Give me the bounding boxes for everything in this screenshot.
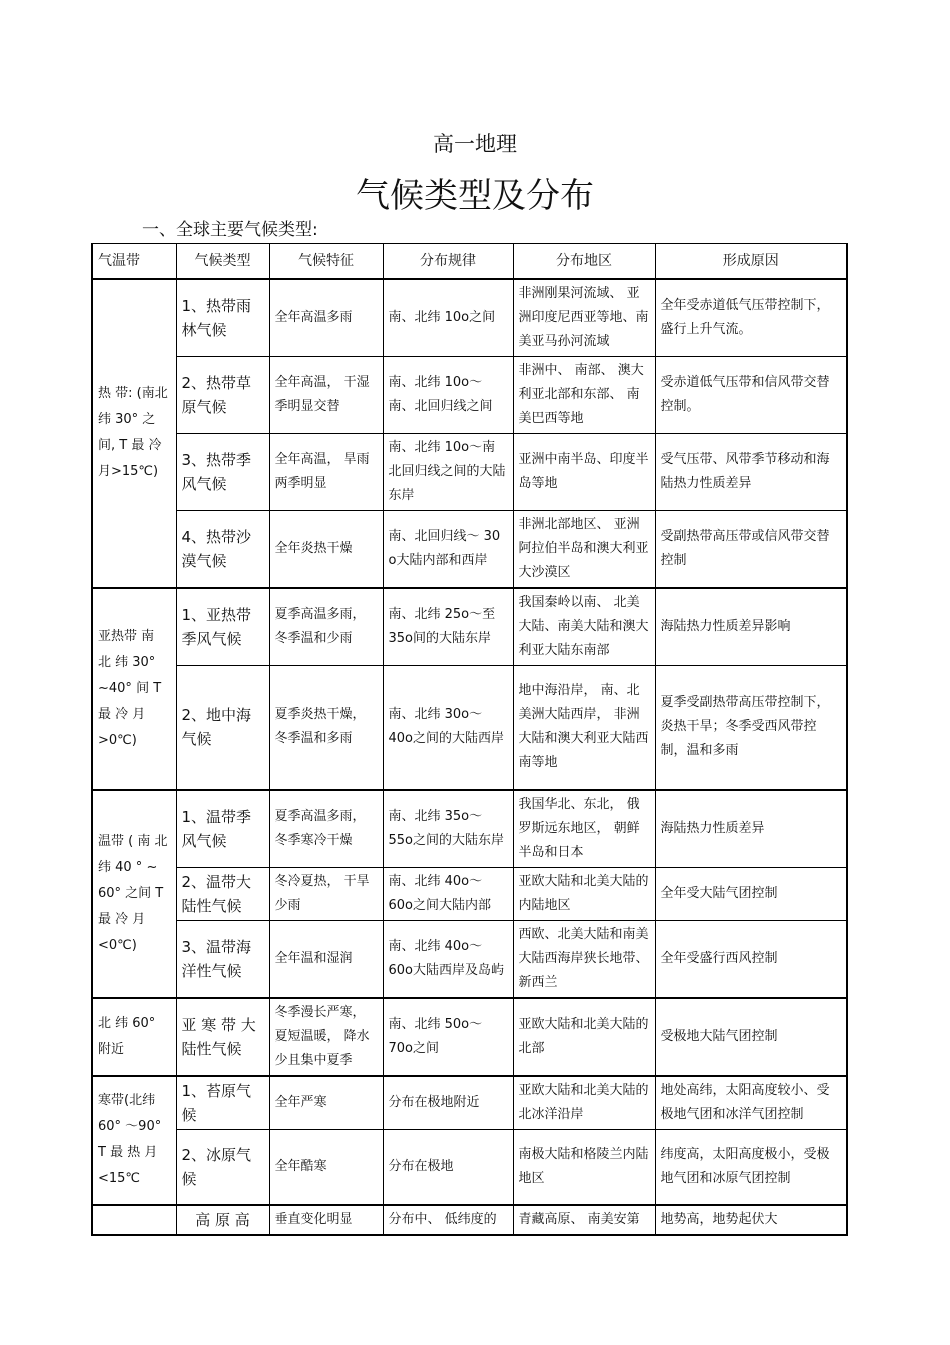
- climate-type-cell: 2、地中海气候: [176, 665, 269, 790]
- climate-type-cell: 1、苔原气候: [176, 1076, 269, 1130]
- feature-cell: 冬冷夏热， 干旱少雨: [269, 868, 383, 921]
- table-row: [92, 868, 847, 921]
- region-cell: 青藏高原、 南美安第: [513, 1205, 655, 1235]
- cause-cell: 受极地大陆气团控制: [655, 998, 847, 1076]
- climate-type-cell: 高 原 高: [176, 1205, 269, 1235]
- zone-cell: 北 纬 60° 附近: [92, 998, 176, 1076]
- region-cell: 南极大陆和格陵兰内陆地区: [513, 1130, 655, 1205]
- region-cell: 西欧、北美大陆和南美大陆西海岸狭长地带、新西兰: [513, 921, 655, 999]
- column-header: 分布规律: [383, 244, 513, 279]
- feature-cell: 全年严寒: [269, 1076, 383, 1130]
- rule-cell: 南、北纬 40o～ 60o之间大陆内部: [383, 868, 513, 921]
- rule-cell: 分布在极地: [383, 1130, 513, 1205]
- table-row: [92, 665, 847, 790]
- climate-type-cell: 1、温带季风气候: [176, 790, 269, 868]
- climate-type-cell: 2、热带草原气候: [176, 356, 269, 433]
- climate-type-cell: 3、热带季风气候: [176, 433, 269, 510]
- region-cell: 亚欧大陆和北美大陆的北冰洋沿岸: [513, 1076, 655, 1130]
- feature-cell: 全年高温， 干湿季明显交替: [269, 356, 383, 433]
- region-cell: 非洲刚果河流域、 亚洲印度尼西亚等地、南美亚马孙河流域: [513, 279, 655, 357]
- zone-cell: 亚热带 南 北 纬 30° ~40° 间 T 最 冷 月>0℃): [92, 588, 176, 791]
- feature-cell: 冬季漫长严寒，夏短温暖， 降水少且集中夏季: [269, 998, 383, 1076]
- column-header: 分布地区: [513, 244, 655, 279]
- table-row: [92, 510, 847, 588]
- table-row: [92, 1205, 847, 1235]
- cause-cell: 纬度高，太阳高度极小，受极地气团和冰原气团控制: [655, 1130, 847, 1205]
- climate-type-cell: 2、温带大陆性气候: [176, 868, 269, 921]
- climate-type-cell: 2、冰原气候: [176, 1130, 269, 1205]
- region-cell: 我国华北、东北， 俄罗斯远东地区， 朝鲜半岛和日本: [513, 790, 655, 868]
- region-cell: 地中海沿岸， 南、北美洲大陆西岸， 非洲大陆和澳大利亚大陆西南等地: [513, 665, 655, 790]
- region-cell: 非洲北部地区、 亚洲阿拉伯半岛和澳大利亚大沙漠区: [513, 510, 655, 588]
- feature-cell: 垂直变化明显: [269, 1205, 383, 1235]
- zone-cell: 温带 ( 南 北 纬 40 ° ~ 60° 之间 T 最 冷 月 <0℃): [92, 790, 176, 998]
- column-header: 气候类型: [176, 244, 269, 279]
- rule-cell: 南、北纬 10o之间: [383, 279, 513, 357]
- table-row: [92, 998, 847, 1076]
- cause-cell: 受气压带、风带季节移动和海陆热力性质差异: [655, 433, 847, 510]
- rule-cell: 南、北纬 40o～ 60o大陆西岸及岛屿: [383, 921, 513, 999]
- cause-cell: 受副热带高压带或信风带交替控制: [655, 510, 847, 588]
- table-header-row: [92, 244, 847, 279]
- table-row: [92, 1076, 847, 1130]
- rule-cell: 南、北回归线～ 30 o大陆内部和西岸: [383, 510, 513, 588]
- feature-cell: 夏季炎热干燥，冬季温和多雨: [269, 665, 383, 790]
- table-row: [92, 921, 847, 999]
- cause-cell: 地处高纬，太阳高度较小、受极地气团和冰洋气团控制: [655, 1076, 847, 1130]
- page-title: 气候类型及分布: [356, 176, 594, 216]
- column-header: 气候特征: [269, 244, 383, 279]
- rule-cell: 分布中、 低纬度的: [383, 1205, 513, 1235]
- zone-cell: 寒带(北纬 60° ～90° T 最 热 月 <15℃: [92, 1076, 176, 1205]
- section-heading: 一、全球主要气候类型:: [142, 220, 318, 240]
- rule-cell: 南、北纬 25o～至 35o间的大陆东岸: [383, 588, 513, 666]
- rule-cell: 南、北纬 35o～ 55o之间的大陆东岸: [383, 790, 513, 868]
- feature-cell: 全年酷寒: [269, 1130, 383, 1205]
- climate-type-cell: 1、亚热带季风气候: [176, 588, 269, 666]
- region-cell: 亚洲中南半岛、印度半岛等地: [513, 433, 655, 510]
- climate-type-cell: 3、温带海洋性气候: [176, 921, 269, 999]
- cause-cell: 全年受盛行西风控制: [655, 921, 847, 999]
- table-row: [92, 1130, 847, 1205]
- feature-cell: 全年高温多雨: [269, 279, 383, 357]
- feature-cell: 全年高温， 旱雨两季明显: [269, 433, 383, 510]
- feature-cell: 夏季高温多雨，冬季寒冷干燥: [269, 790, 383, 868]
- cause-cell: 海陆热力性质差异: [655, 790, 847, 868]
- cause-cell: 全年受大陆气团控制: [655, 868, 847, 921]
- region-cell: 我国秦岭以南、 北美大陆、南美大陆和澳大利亚大陆东南部: [513, 588, 655, 666]
- table-row: [92, 588, 847, 666]
- page-subject: 高一地理: [433, 132, 517, 156]
- feature-cell: 全年炎热干燥: [269, 510, 383, 588]
- rule-cell: 南、北纬 30o～ 40o之间的大陆西岸: [383, 665, 513, 790]
- table-row: [92, 790, 847, 868]
- region-cell: 非洲中、 南部、 澳大利亚北部和东部、 南美巴西等地: [513, 356, 655, 433]
- feature-cell: 全年温和湿润: [269, 921, 383, 999]
- cause-cell: 全年受赤道低气压带控制下，盛行上升气流。: [655, 279, 847, 357]
- region-cell: 亚欧大陆和北美大陆的北部: [513, 998, 655, 1076]
- column-header: 气温带: [92, 244, 176, 279]
- rule-cell: 南、北纬 50o～ 70o之间: [383, 998, 513, 1076]
- cause-cell: 夏季受副热带高压带控制下，炎热干旱；冬季受西风带控制，温和多雨: [655, 665, 847, 790]
- rule-cell: 南、北纬 10o～南、北回归线之间: [383, 356, 513, 433]
- table-row: [92, 433, 847, 510]
- cause-cell: 海陆热力性质差异影响: [655, 588, 847, 666]
- zone-cell: [92, 1205, 176, 1235]
- cause-cell: 地势高，地势起伏大: [655, 1205, 847, 1235]
- zone-cell: 热 带: (南北纬 30° 之间, T 最 冷 月>15℃): [92, 279, 176, 588]
- table-row: [92, 279, 847, 357]
- cause-cell: 受赤道低气压带和信风带交替控制。: [655, 356, 847, 433]
- table-row: [92, 356, 847, 433]
- region-cell: 亚欧大陆和北美大陆的内陆地区: [513, 868, 655, 921]
- climate-type-cell: 1、热带雨林气候: [176, 279, 269, 357]
- climate-type-cell: 亚 寒 带 大陆性气候: [176, 998, 269, 1076]
- rule-cell: 南、北纬 10o～南北回归线之间的大陆东岸: [383, 433, 513, 510]
- climate-type-cell: 4、热带沙漠气候: [176, 510, 269, 588]
- climate-table: [91, 243, 848, 1236]
- feature-cell: 夏季高温多雨，冬季温和少雨: [269, 588, 383, 666]
- column-header: 形成原因: [655, 244, 847, 279]
- rule-cell: 分布在极地附近: [383, 1076, 513, 1130]
